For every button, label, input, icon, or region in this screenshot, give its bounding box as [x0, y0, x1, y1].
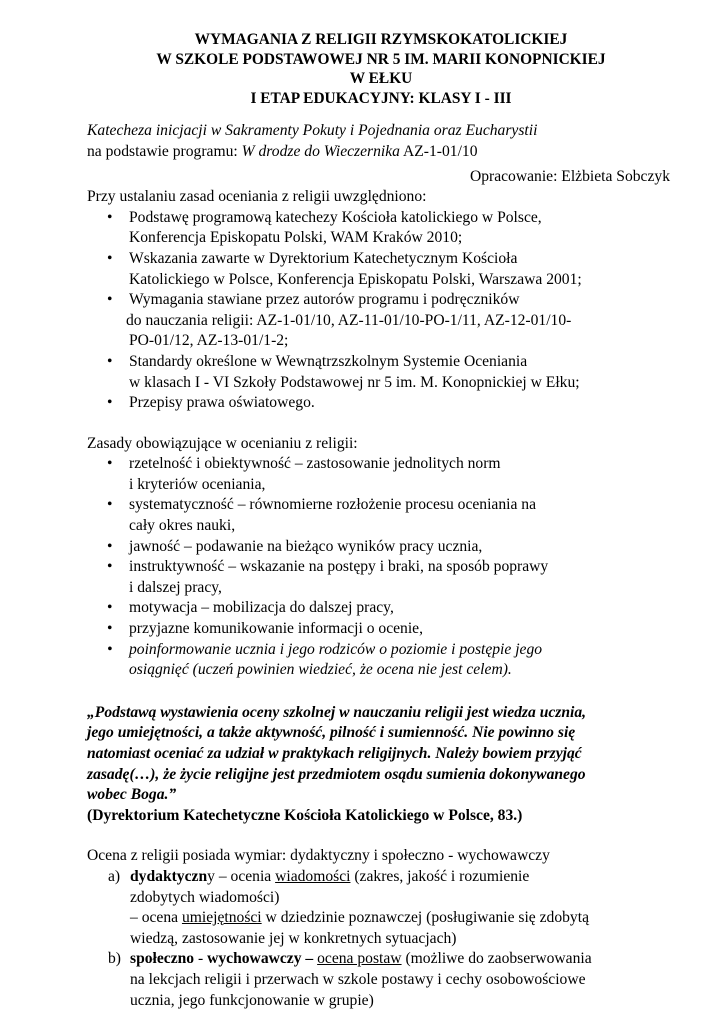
- criteria-intro: Przy ustalaniu zasad oceniania z religii uwzględniono:: [87, 188, 427, 206]
- criteria-section: [87, 187, 685, 414]
- list-item: • systematyczność – równomierne rozłożenie procesu oceniania na cały okres nauki,: [87, 495, 685, 536]
- list-item: • przyjazne komunikowanie informacji o ocenie,: [87, 619, 685, 640]
- program-code: AZ-1-01/10: [399, 142, 478, 160]
- rules-section: [87, 434, 685, 681]
- rules-intro: Zasady obowiązujące w ocenianiu z religii:: [87, 434, 358, 452]
- subtitle-prefix: na podstawie programu:: [87, 142, 242, 160]
- list-item: a) dydaktyczny – ocenia wiadomości (zakres, jakość i rozumienie zdobytych wiadomości) – ocena umiejętności w dziedzinie poznawczej (posługiwanie się zdobytą wiedzą, zastosowanie jej w konkretnych sytuacjach): [108, 867, 589, 947]
- directory-quote: [87, 703, 685, 806]
- list-item: • Przepisy prawa oświatowego.: [87, 393, 685, 414]
- dimensions-intro: Ocena z religii posiada wymiar: dydaktyczny i społeczno - wychowawczy: [87, 847, 550, 865]
- item-marker: a): [108, 867, 121, 885]
- author-line: Opracowanie: Elżbieta Sobczyk: [469, 167, 670, 185]
- program-name: W drodze do Wieczernika: [241, 142, 400, 160]
- list-item: • Wymagania stawiane przez autorów programu i podręczników do nauczania religii: AZ-1-01/10, AZ-11-01/10-PO-1/11, AZ-12-01/10- PO-01/12, AZ-13-01/1-2;: [87, 290, 685, 352]
- dimensions-section: [87, 846, 685, 1011]
- quote-line-2: jego umiejętności, a także aktywność, pilność i sumienność. Nie powinno się: [87, 724, 576, 742]
- title-line-3: W EŁKU: [349, 70, 413, 88]
- list-item: • rzetelność i obiektywność – zastosowanie jednolitych norm i kryteriów oceniania,: [87, 454, 685, 495]
- list-item: • motywacja – mobilizacja do dalszej pracy,: [87, 598, 685, 619]
- list-item: • instruktywność – wskazanie na postępy i braki, na sposób poprawy i dalszej pracy,: [87, 557, 685, 598]
- list-item: • jawność – podawanie na bieżąco wyników pracy ucznia,: [87, 537, 685, 558]
- list-item: • Podstawę programową katechezy Kościoła katolickiego w Polsce, Konferencja Episkopatu Polski, WAM Kraków 2010;: [87, 208, 685, 249]
- list-item: b) społeczno - wychowawczy – ocena postaw (możliwe do zaobserwowania na lekcjach religii i przerwach w szkole postawy i cechy osobowościowe ucznia, jego funkcjonowanie w grupie): [108, 950, 592, 1009]
- dimensions-list: [87, 867, 685, 1011]
- rules-list: [87, 454, 685, 681]
- quote-line-1: „Podstawą wystawienia oceny szkolnej w nauczaniu religii jest wiedza ucznia,: [87, 703, 587, 721]
- document-title: [77, 30, 685, 108]
- list-item: • Wskazania zawarte w Dyrektorium Katechetycznym Kościoła Katolickiego w Polsce, Konferencja Episkopatu Polski, Warszawa 2001;: [87, 249, 685, 290]
- title-line-4: I ETAP EDUKACYJNY: KLASY I - III: [250, 89, 512, 107]
- item-marker: b): [108, 950, 121, 968]
- title-line-1: WYMAGANIA Z RELIGII RZYMSKOKATOLICKIEJ: [194, 31, 568, 48]
- quote-line-4: zasadę(…), że życie religijne jest przedmiotem osądu sumienia dokonywanego: [87, 765, 586, 783]
- title-line-2: W SZKOLE PODSTAWOWEJ NR 5 IM. MARII KONOPNICKIEJ: [156, 50, 606, 68]
- list-item: • Standardy określone w Wewnątrzszkolnym Systemie Oceniania w klasach I - VI Szkoły Podstawowej nr 5 im. M. Konopnickiej w Ełku;: [87, 352, 685, 393]
- quote-line-3: natomiast oceniać za udział w praktykach religijnych. Należy bowiem przyjąć: [87, 745, 582, 762]
- criteria-list: [87, 208, 685, 414]
- list-item: • poinformowanie ucznia i jego rodziców o poziomie i postępie jego osiągnięć (uczeń powinien wiedzieć, że ocena nie jest celem).: [87, 640, 685, 681]
- quote-source: (Dyrektorium Katechetyczne Kościoła Katolickiego w Polsce, 83.): [87, 806, 523, 824]
- subtitle: [87, 121, 685, 162]
- quote-line-5: wobec Boga.”: [87, 786, 177, 804]
- subtitle-italic-line: Katecheza inicjacji w Sakramenty Pokuty i Pojednania oraz Eucharystii: [87, 122, 538, 140]
